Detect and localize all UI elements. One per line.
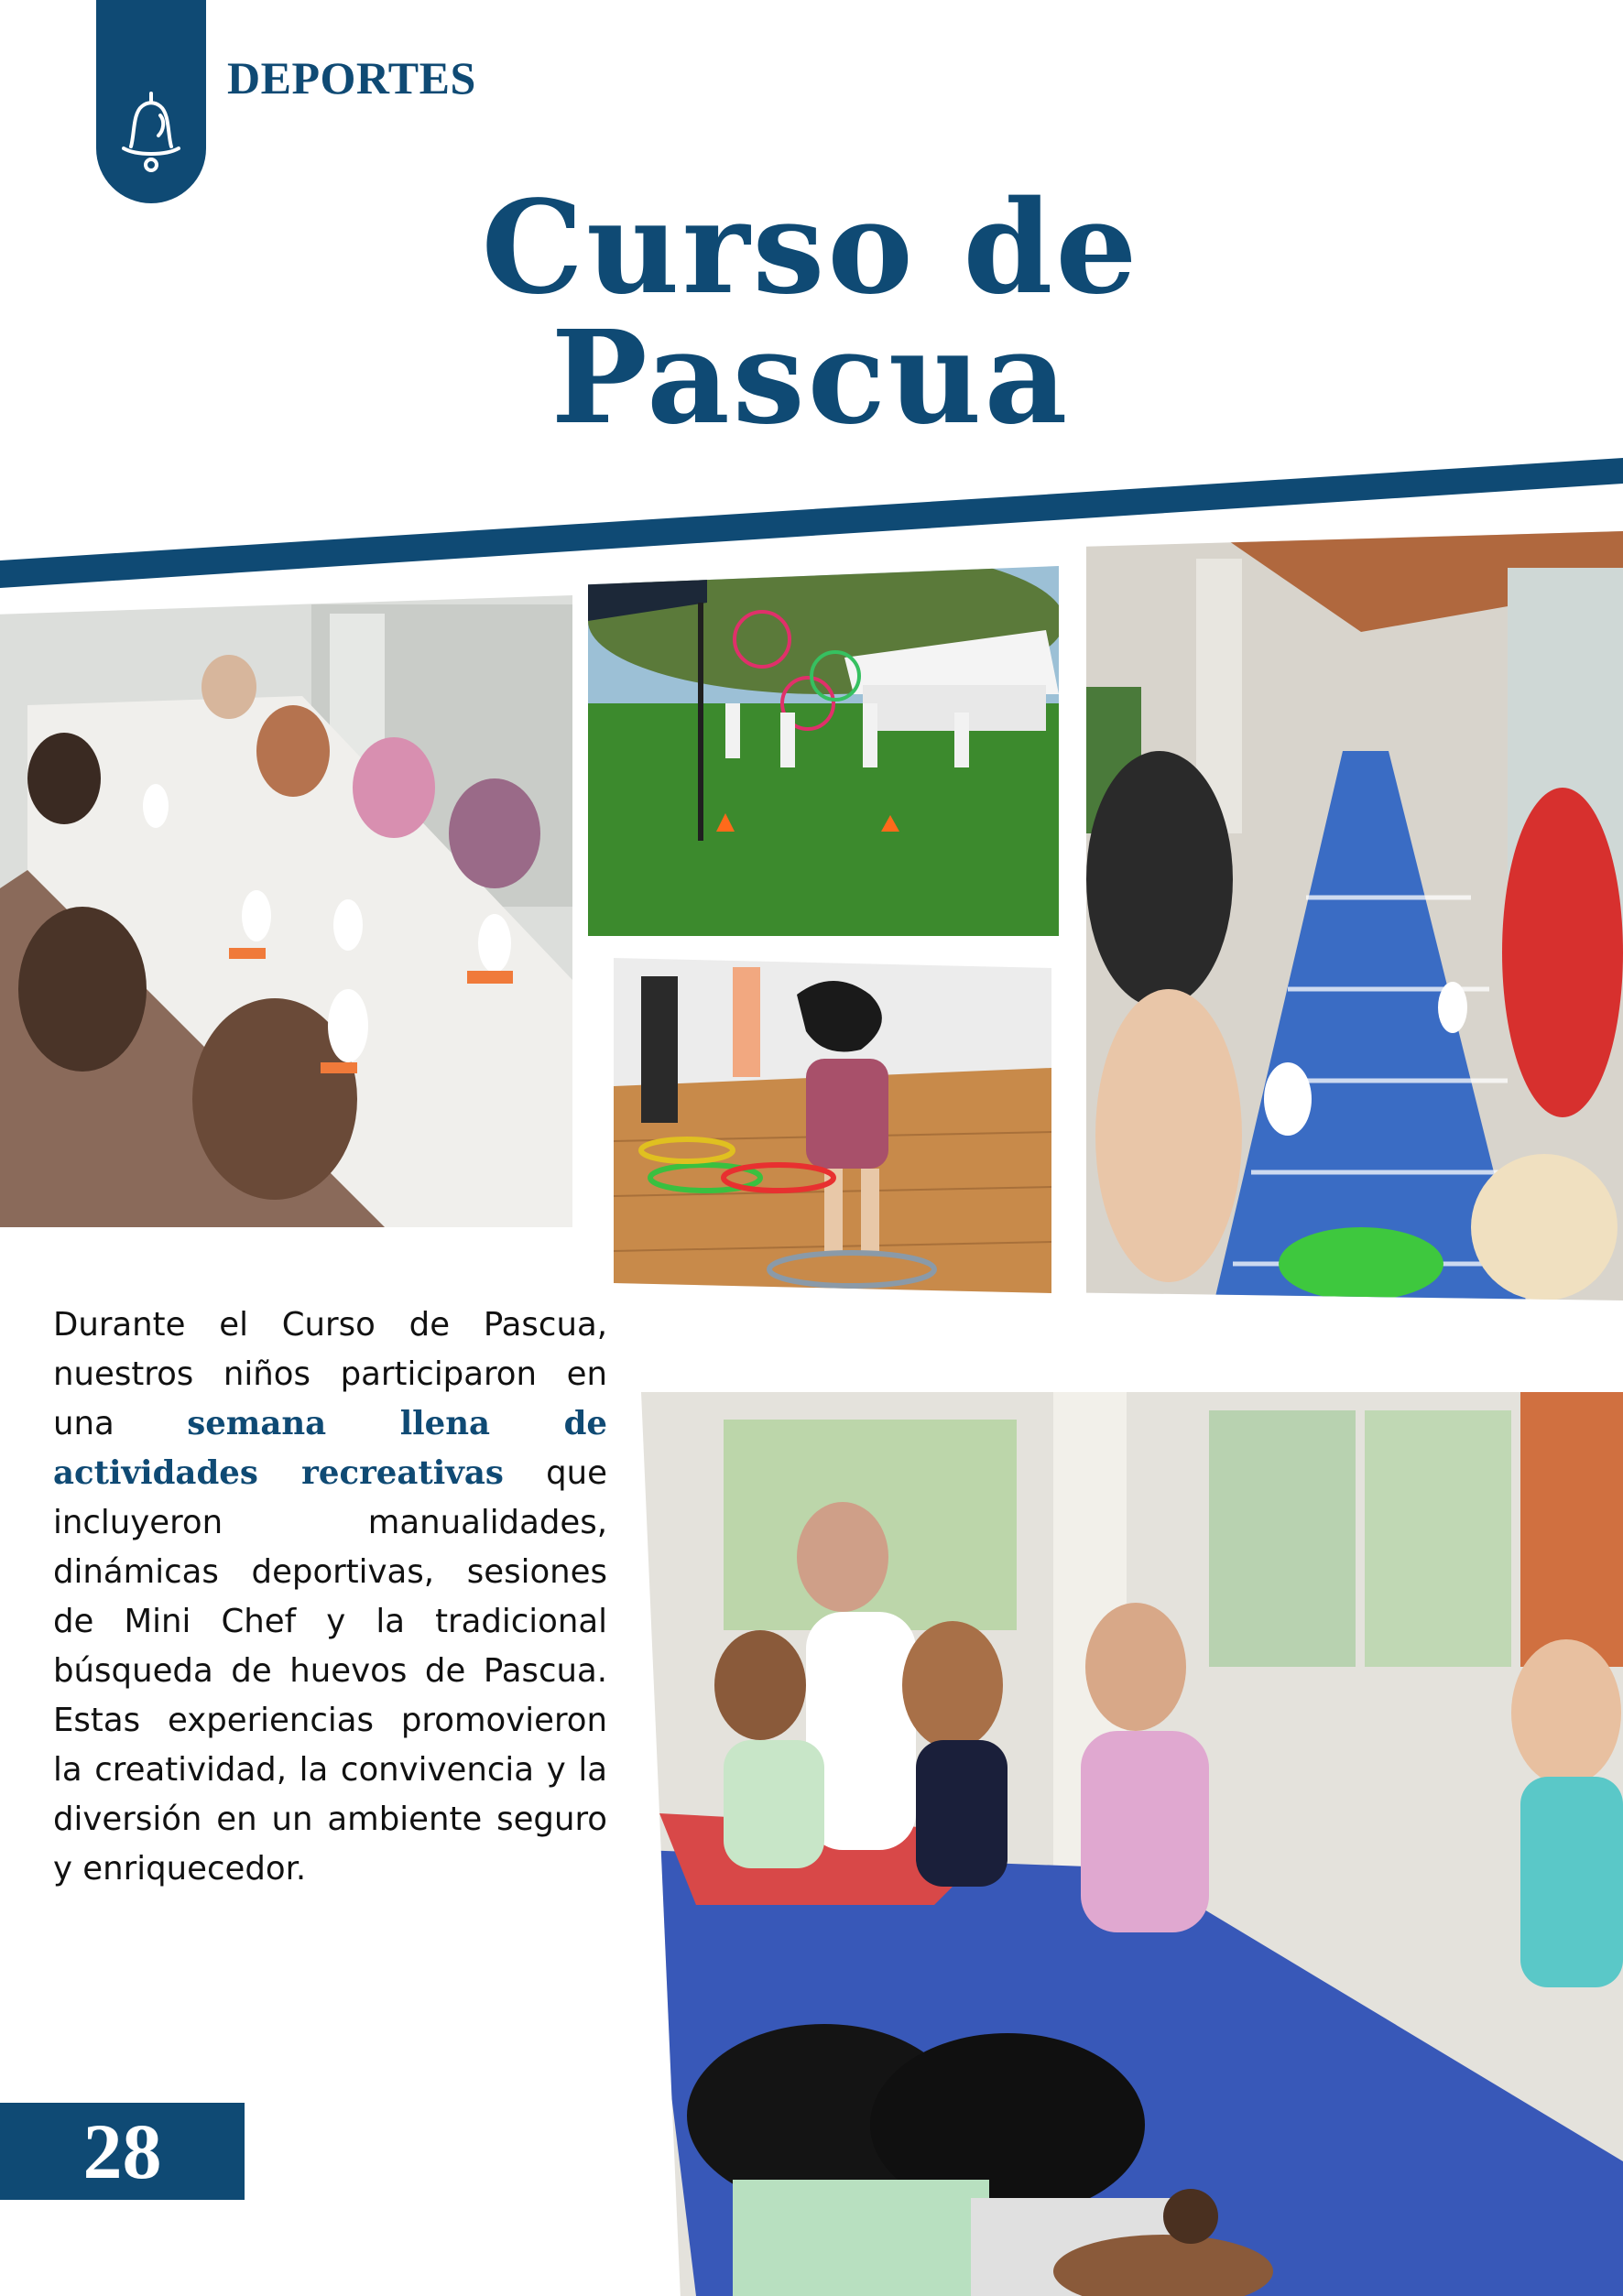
section-label: DEPORTES — [227, 52, 476, 103]
body-text-rest: que incluyeron manualidades, dinámicas deportivas, sesiones de Mini Chef y la tradicional búsqueda de huevos de Pascua. Estas experiencias promovieron la creatividad, la convivencia y la diversión en un ambiente seguro y enriquecedor. — [53, 1454, 607, 1888]
photo-bunny-crafts — [0, 595, 572, 1227]
photo-painting-table — [1086, 531, 1623, 1300]
photo-mini-chef — [641, 1392, 1623, 2296]
photo-lawn-activities — [588, 566, 1059, 936]
photo-hoop-jumping — [614, 958, 1051, 1293]
title-line-2: Pascua — [550, 303, 1071, 453]
title-line-1: Curso de — [481, 173, 1140, 323]
body-text-intro: Durante el Curso de Pascua, nuestros niños participaron en una — [53, 1306, 607, 1442]
body-highlight: semana llena de actividades recreativas — [53, 1405, 607, 1492]
article-body — [53, 1300, 607, 1894]
page-number: 28 — [0, 2103, 245, 2200]
